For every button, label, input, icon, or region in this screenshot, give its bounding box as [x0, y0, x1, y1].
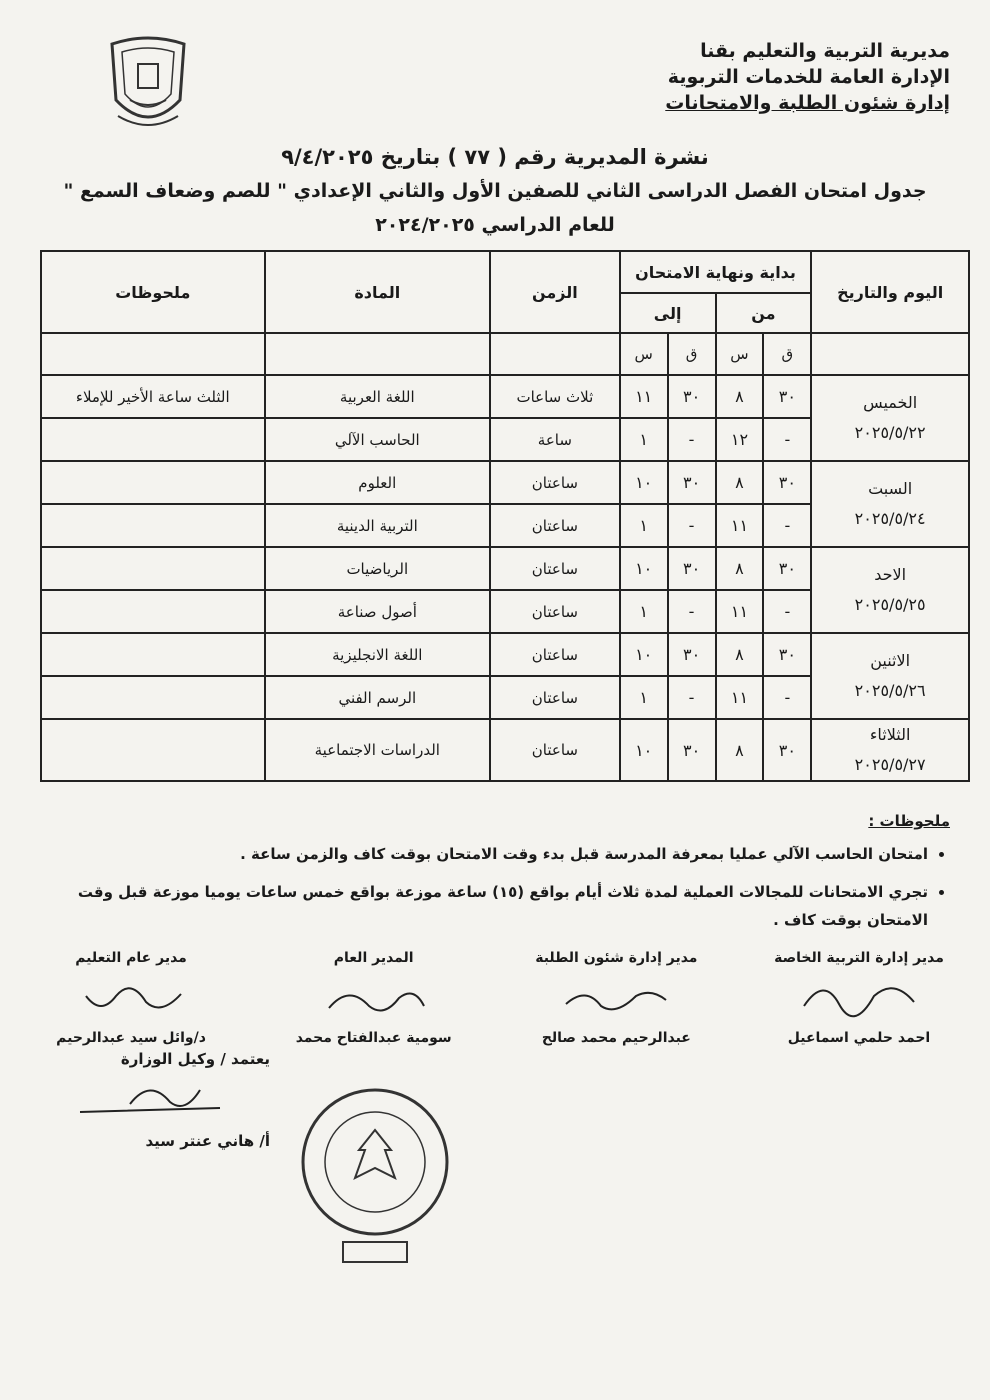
note-cell: الثلث ساعة الأخير للإملاء — [41, 375, 265, 418]
signature-student-affairs: مدير إدارة شئون الطلبة عبدالرحيم محمد صالح — [535, 950, 698, 1046]
from-minutes-cell: - — [763, 418, 811, 461]
subhead-empty — [490, 333, 620, 375]
header-subject: المادة — [265, 251, 490, 333]
issuer-header — [620, 38, 950, 116]
day-date-cell — [811, 375, 969, 461]
subject-cell: أصول صناعة — [265, 590, 490, 633]
header-line-1: مديرية التربية والتعليم بقنا — [700, 40, 950, 62]
note-cell — [41, 590, 265, 633]
note-item: • امتحان الحاسب الآلي عمليا بمعرفة المدرسة قبل بدء وقت الامتحان بوقت كاف والزمن ساعة . — [40, 840, 928, 868]
subject-cell: الحاسب الآلي — [265, 418, 490, 461]
table-row — [41, 633, 969, 676]
to-minutes-cell: - — [668, 590, 716, 633]
subhead-minutes: ق — [668, 333, 716, 375]
note-item: • تجري الامتحانات للمجالات العملية لمدة ثلاث أيام بواقع (١٥) ساعة موزعة بواقع خمس ساعات يوميا موزعة قبل وقت الامتحان بوقت كاف . — [40, 878, 928, 934]
from-hours-cell: ١١ — [716, 590, 764, 633]
from-minutes-cell: - — [763, 676, 811, 719]
subject-cell: الرياضيات — [265, 547, 490, 590]
handwritten-signature-icon — [70, 1068, 270, 1128]
bulletin-title: نشرة المديرية رقم ( ٧٧ ) بتاريخ ٩/٤/٢٠٢٥ — [281, 145, 709, 169]
from-hours-cell: ١١ — [716, 676, 764, 719]
exam-date: ٢٠٢٥/٥/٢٤ — [854, 509, 926, 528]
day-name: الاحد — [874, 565, 907, 584]
duration-cell: ساعتان — [490, 633, 620, 676]
schedule-body — [41, 375, 969, 781]
approval-name: أ/ هاني عنتر سيد — [145, 1132, 270, 1150]
day-name: السبت — [868, 479, 913, 498]
header-line-3: إدارة شئون الطلبة والامتحانات — [665, 92, 950, 114]
from-minutes-cell: ٣٠ — [763, 547, 811, 590]
notes-section — [40, 812, 950, 944]
approval-label: يعتمد / وكيل الوزارة — [120, 1050, 270, 1068]
day-date-cell — [811, 633, 969, 719]
subject-cell: التربية الدينية — [265, 504, 490, 547]
note-cell — [41, 504, 265, 547]
from-minutes-cell: - — [763, 504, 811, 547]
day-name: الخميس — [863, 393, 918, 412]
academic-year: للعام الدراسي ٢٠٢٤/٢٠٢٥ — [375, 214, 615, 236]
to-hours-cell: ١٠ — [620, 719, 668, 781]
subhead-minutes: ق — [763, 333, 811, 375]
header-from: من — [716, 293, 812, 333]
duration-cell: ساعتان — [490, 590, 620, 633]
header-duration: الزمن — [490, 251, 620, 333]
subhead-hours: س — [620, 333, 668, 375]
table-row — [41, 375, 969, 418]
note-cell — [41, 547, 265, 590]
day-date-cell — [811, 719, 969, 781]
day-name: الثلاثاء — [869, 725, 911, 744]
subject-cell: اللغة العربية — [265, 375, 490, 418]
note-cell — [41, 676, 265, 719]
duration-cell: ساعتان — [490, 719, 620, 781]
to-hours-cell: ١ — [620, 418, 668, 461]
day-name: الاثنين — [870, 651, 911, 670]
to-minutes-cell: ٣٠ — [668, 547, 716, 590]
duration-cell: ثلاث ساعات — [490, 375, 620, 418]
table-row — [41, 547, 969, 590]
subhead-empty — [265, 333, 490, 375]
signature-general-director: المدير العام سومية عبدالفتاح محمد — [295, 950, 452, 1046]
note-cell — [41, 461, 265, 504]
day-date-cell — [811, 547, 969, 633]
table-row — [41, 719, 969, 781]
notes-list — [40, 840, 950, 934]
to-hours-cell: ١١ — [620, 375, 668, 418]
exam-schedule-table — [40, 250, 970, 782]
from-hours-cell: ٨ — [716, 461, 764, 504]
to-hours-cell: ١٠ — [620, 633, 668, 676]
document-titles — [40, 140, 950, 242]
from-hours-cell: ٨ — [716, 547, 764, 590]
approval-block — [70, 1050, 270, 1150]
to-minutes-cell: ٣٠ — [668, 719, 716, 781]
note-cell — [41, 418, 265, 461]
to-hours-cell: ١ — [620, 676, 668, 719]
subhead-empty — [41, 333, 265, 375]
duration-cell: ساعتان — [490, 504, 620, 547]
signature-special-education: مدير إدارة التربية الخاصة احمد حلمي اسماعيل — [774, 950, 944, 1046]
schedule-title: جدول امتحان الفصل الدراسى الثاني للصفين الأول والثاني الإعدادي " للصم وضعاف السمع " — [63, 180, 927, 202]
from-hours-cell: ١٢ — [716, 418, 764, 461]
from-hours-cell: ٨ — [716, 375, 764, 418]
from-hours-cell: ٨ — [716, 633, 764, 676]
duration-cell: ساعتان — [490, 676, 620, 719]
from-minutes-cell: - — [763, 590, 811, 633]
notes-heading: ملحوظات : — [868, 812, 950, 830]
header-day-date: اليوم والتاريخ — [811, 251, 969, 333]
table-row — [41, 461, 969, 504]
directorate-logo-icon — [100, 30, 196, 140]
subject-cell: اللغة الانجليزية — [265, 633, 490, 676]
official-seal-icon — [295, 1080, 455, 1270]
subject-cell: الدراسات الاجتماعية — [265, 719, 490, 781]
handwritten-signature-icon — [784, 966, 934, 1026]
from-minutes-cell: ٣٠ — [763, 719, 811, 781]
to-minutes-cell: - — [668, 504, 716, 547]
header-to: إلى — [620, 293, 716, 333]
from-minutes-cell: ٣٠ — [763, 375, 811, 418]
signatures-block — [40, 950, 950, 1046]
subject-cell: العلوم — [265, 461, 490, 504]
handwritten-signature-icon — [541, 966, 691, 1026]
subhead-hours: س — [716, 333, 764, 375]
signature-education-director: مدير عام التعليم د/وائل سيد عبدالرحيم — [56, 950, 206, 1046]
to-minutes-cell: ٣٠ — [668, 633, 716, 676]
to-hours-cell: ١ — [620, 504, 668, 547]
exam-date: ٢٠٢٥/٥/٢٦ — [854, 681, 926, 700]
from-minutes-cell: ٣٠ — [763, 461, 811, 504]
from-hours-cell: ٨ — [716, 719, 764, 781]
day-date-cell — [811, 461, 969, 547]
header-range: بداية ونهاية الامتحان — [620, 251, 812, 293]
handwritten-signature-icon — [56, 966, 206, 1026]
exam-date: ٢٠٢٥/٥/٢٢ — [854, 423, 926, 442]
handwritten-signature-icon — [299, 966, 449, 1026]
exam-date: ٢٠٢٥/٥/٢٧ — [854, 755, 926, 774]
header-line-2: الإدارة العامة للخدمات التربوية — [667, 66, 950, 88]
exam-date: ٢٠٢٥/٥/٢٥ — [854, 595, 926, 614]
to-minutes-cell: ٣٠ — [668, 375, 716, 418]
to-hours-cell: ١٠ — [620, 547, 668, 590]
header-notes: ملحوظات — [41, 251, 265, 333]
to-hours-cell: ١٠ — [620, 461, 668, 504]
to-minutes-cell: - — [668, 676, 716, 719]
to-minutes-cell: ٣٠ — [668, 461, 716, 504]
duration-cell: ساعتان — [490, 547, 620, 590]
subhead-empty — [811, 333, 969, 375]
note-cell — [41, 633, 265, 676]
subject-cell: الرسم الفني — [265, 676, 490, 719]
duration-cell: ساعتان — [490, 461, 620, 504]
note-cell — [41, 719, 265, 781]
duration-cell: ساعة — [490, 418, 620, 461]
to-minutes-cell: - — [668, 418, 716, 461]
from-minutes-cell: ٣٠ — [763, 633, 811, 676]
from-hours-cell: ١١ — [716, 504, 764, 547]
to-hours-cell: ١ — [620, 590, 668, 633]
